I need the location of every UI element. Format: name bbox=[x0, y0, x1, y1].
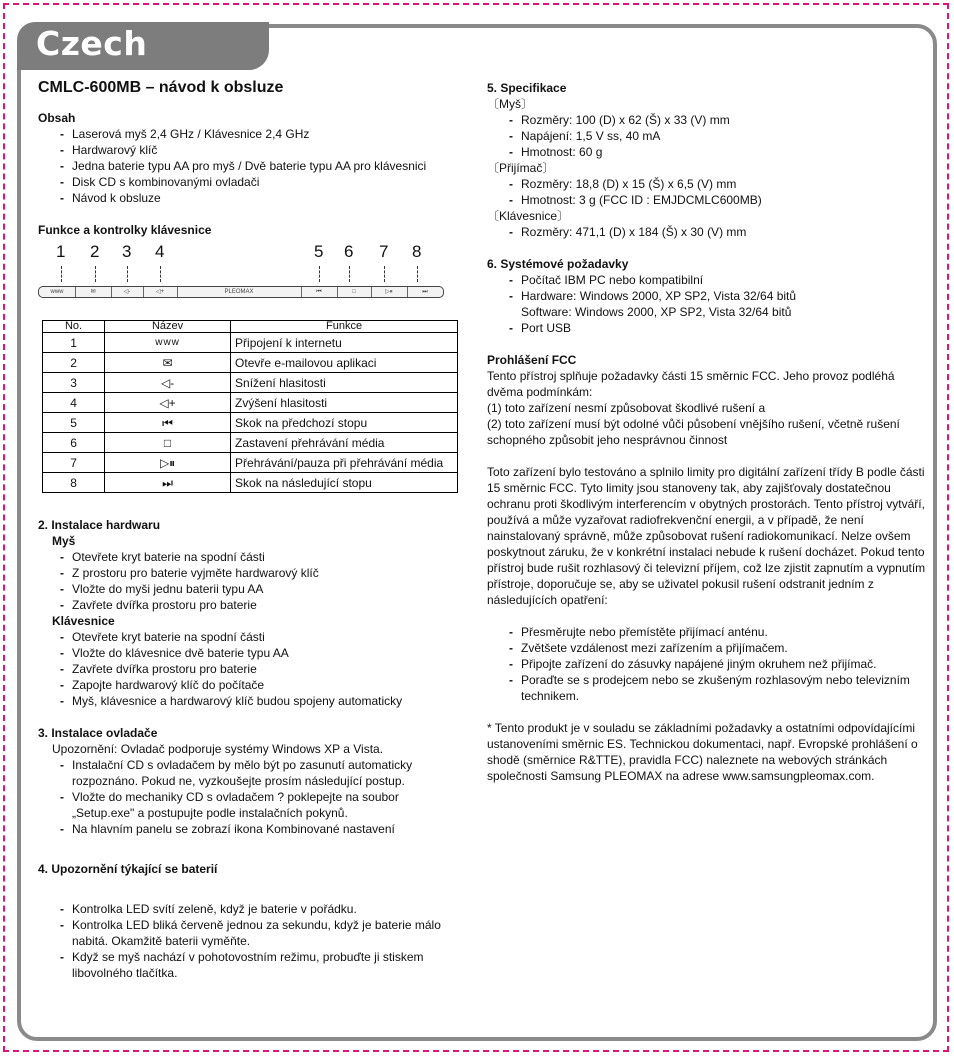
list-item: - Připojte zařízení do zásuvky napájené jiným okruhem než přijímač. bbox=[487, 656, 927, 672]
list-item: - Vložte do klávesnice dvě baterie typu AA bbox=[38, 645, 458, 661]
volume-up-icon: ◁+ bbox=[105, 393, 231, 413]
callout-line bbox=[349, 266, 350, 282]
keyboard-section-title: Funkce a kontrolky klávesnice bbox=[38, 223, 212, 237]
previous-track-icon: ⏮ bbox=[105, 413, 231, 433]
list-item: - Hardwarový klíč bbox=[38, 142, 458, 158]
system-section-title: 6. Systémové požadavky bbox=[487, 257, 629, 271]
play-pause-icon: ▷⏸ bbox=[105, 453, 231, 473]
system-requirements-list-2 bbox=[487, 320, 927, 336]
cell-function: Zvýšení hlasitosti bbox=[231, 393, 458, 413]
table-row bbox=[43, 373, 458, 393]
list-item: - Hardware: Windows 2000, XP SP2, Vista 32/64 bitů bbox=[487, 288, 927, 304]
list-item: - Rozměry: 18,8 (D) x 15 (Š) x 6,5 (V) mm bbox=[487, 176, 927, 192]
brand-label: PLEOMAX bbox=[177, 287, 302, 297]
callout-line bbox=[384, 266, 385, 282]
hotkey-next-icon: ⏭ bbox=[422, 289, 428, 295]
volume-down-icon: ◁- bbox=[105, 373, 231, 393]
callout-line bbox=[95, 266, 96, 282]
fcc-condition: (1) toto zařízení nesmí způsobovat škodlivé rušení a bbox=[487, 401, 766, 415]
callout-number: 6 bbox=[344, 242, 354, 261]
fcc-condition: (2) toto zařízení musí být odolné vůči působení vnějšího rušení, včetně rušení schopného způsobit jeho nesprávnou činnost bbox=[487, 417, 900, 447]
table-row bbox=[43, 333, 458, 353]
cell-no: 3 bbox=[43, 373, 105, 393]
cell-no: 8 bbox=[43, 473, 105, 493]
list-item: - Rozměry: 471,1 (D) x 184 (Š) x 30 (V) mm bbox=[487, 224, 927, 240]
cell-no: 4 bbox=[43, 393, 105, 413]
callout-line bbox=[61, 266, 62, 282]
list-item: - Počítač IBM PC nebo kompatibilní bbox=[487, 272, 927, 288]
driver-steps-list bbox=[38, 757, 458, 837]
contents-title: Obsah bbox=[38, 111, 76, 125]
contents-list bbox=[38, 126, 458, 206]
spec-mouse-label: 〔Myš〕 bbox=[487, 97, 533, 111]
callout-line bbox=[319, 266, 320, 282]
list-item: - Hmotnost: 3 g (FCC ID : EMJDCMLC600MB) bbox=[487, 192, 927, 208]
fcc-measures-list bbox=[487, 624, 927, 704]
list-item: - Rozměry: 100 (D) x 62 (Š) x 33 (V) mm bbox=[487, 112, 927, 128]
cell-function: Přehrávání/pauza při přehrávání média bbox=[231, 453, 458, 473]
fcc-section-title: Prohlášení FCC bbox=[487, 353, 577, 367]
hotkey-mail-icon: ✉ bbox=[75, 287, 112, 297]
fcc-paragraph: Tento přístroj splňuje požadavky části 15 směrnic FCC. Jeho provoz podléhá dvěma podmínkám: bbox=[487, 369, 895, 399]
list-item: - Hmotnost: 60 g bbox=[487, 144, 927, 160]
spec-mouse-list bbox=[487, 112, 927, 160]
cell-function: Zastavení přehrávání média bbox=[231, 433, 458, 453]
left-column bbox=[38, 80, 458, 981]
document-title: CMLC-600MB – návod k obsluze bbox=[38, 79, 284, 96]
callout-number: 4 bbox=[155, 242, 165, 261]
www-icon: www bbox=[105, 333, 231, 353]
list-item: - Zavřete dvířka prostoru pro baterie bbox=[38, 661, 458, 677]
system-requirements-list bbox=[487, 272, 927, 304]
driver-note: Upozornění: Ovladač podporuje systémy Windows XP a Vista. bbox=[52, 742, 384, 756]
table-row bbox=[43, 453, 458, 473]
callout-number: 5 bbox=[314, 242, 324, 261]
table-row bbox=[43, 353, 458, 373]
keyboard-callouts bbox=[38, 244, 458, 286]
keyboard-subtitle: Klávesnice bbox=[52, 614, 115, 628]
hotkey-www-icon: www bbox=[39, 287, 76, 297]
table-row bbox=[43, 473, 458, 493]
column-header: Funkce bbox=[231, 321, 458, 333]
list-item: - Zvětšete vzdálenost mezi zařízením a přijímačem. bbox=[487, 640, 927, 656]
list-item: - Jedna baterie typu AA pro myš / Dvě baterie typu AA pro klávesnici bbox=[38, 158, 458, 174]
list-item: - Poraďte se s prodejcem nebo se zkušeným rozhlasovým nebo televizním technikem. bbox=[487, 672, 927, 704]
column-header: No. bbox=[43, 321, 105, 333]
callout-number: 7 bbox=[379, 242, 389, 261]
list-item: - Disk CD s kombinovanými ovladači bbox=[38, 174, 458, 190]
spec-keyboard-label: 〔Klávesnice〕 bbox=[487, 209, 570, 223]
callout-line bbox=[417, 266, 418, 282]
next-track-icon: ⏭ bbox=[105, 473, 231, 493]
list-item: - Napájení: 1,5 V ss, 40 mA bbox=[487, 128, 927, 144]
table-row bbox=[43, 433, 458, 453]
callout-number: 8 bbox=[412, 242, 422, 261]
list-item: - Zapojte hardwarový klíč do počítače bbox=[38, 677, 458, 693]
keyboard-steps-list bbox=[38, 629, 458, 709]
list-item: - Vložte do myši jednu baterii typu AA bbox=[38, 581, 458, 597]
cell-no: 2 bbox=[43, 353, 105, 373]
callout-line bbox=[127, 266, 128, 282]
cell-function: Snížení hlasitosti bbox=[231, 373, 458, 393]
keyboard-hotkey-strip bbox=[38, 286, 444, 298]
list-item: - Zavřete dvířka prostoru pro baterie bbox=[38, 597, 458, 613]
callout-line bbox=[160, 266, 161, 282]
language-title: Czech bbox=[36, 24, 148, 63]
spec-section-title: 5. Specifikace bbox=[487, 81, 567, 95]
cell-function: Otevře e-mailovou aplikaci bbox=[231, 353, 458, 373]
driver-section-title: 3. Instalace ovladače bbox=[38, 726, 158, 740]
list-item: - Otevřete kryt baterie na spodní části bbox=[38, 549, 458, 565]
list-item: - Kontrolka LED bliká červeně jednou za sekundu, když je baterie málo nabitá. Okamžitě baterii vyměňte. bbox=[38, 917, 458, 949]
list-item: - Z prostoru pro baterie vyjměte hardwarový klíč bbox=[38, 565, 458, 581]
hotkey-stop-icon: □ bbox=[337, 287, 372, 297]
callout-number: 1 bbox=[56, 242, 66, 261]
list-item: - Přesměrujte nebo přemístěte přijímací anténu. bbox=[487, 624, 927, 640]
table-row bbox=[43, 413, 458, 433]
list-item: - Otevřete kryt baterie na spodní části bbox=[38, 629, 458, 645]
list-item: - Když se myš nachází v pohotovostním režimu, probuďte ji stiskem libovolného tlačítka. bbox=[38, 949, 458, 981]
software-requirement: Software: Windows 2000, XP SP2, Vista 32/64 bitů bbox=[521, 305, 792, 319]
hotkey-play-pause-icon: ▷⏸ bbox=[371, 287, 408, 297]
stop-icon: □ bbox=[105, 433, 231, 453]
list-item: - Port USB bbox=[487, 320, 927, 336]
list-item: - Vložte do mechaniky CD s ovladačem ? poklepejte na soubor „Setup.exe" a postupujte podle instalačních pokynů. bbox=[38, 789, 458, 821]
hotkey-previous-icon: ⏮ bbox=[301, 287, 338, 297]
list-item: - Laserová myš 2,4 GHz / Klávesnice 2,4 GHz bbox=[38, 126, 458, 142]
callout-number: 3 bbox=[122, 242, 132, 261]
hotkey-volume-down-icon: ◁- bbox=[111, 287, 144, 297]
list-item: - Návod k obsluze bbox=[38, 190, 458, 206]
battery-section-title: 4. Upozornění týkající se baterií bbox=[38, 862, 218, 876]
spec-receiver-list bbox=[487, 176, 927, 208]
hardware-section-title: 2. Instalace hardwaru bbox=[38, 518, 161, 532]
table-row bbox=[43, 393, 458, 413]
battery-notes-list bbox=[38, 901, 458, 981]
fcc-paragraph: Toto zařízení bylo testováno a splnilo limity pro digitální zařízení třídy B podle části 15 směrnic FCC. Tyto limity jsou stanoveny tak, aby zajišťovaly dostatečnou ochranu proti škodlivým interferencím v obytných prostorách. Tento přístroj vytváří, používá a může vyzařovat radiofrekvenční energii, a v případě, že není nainstalovaný správně, může způsobovat rušení radiokomunikací. Nelze ovšem poskytnout záruku, že v konkrétní instalaci nebude k rušení docházet. Pokud tento přístroj bude rušit rozhlasový či televizní příjem, což lze zjistit zapnutím a vypnutím přístroje, doporučuje se, aby se uživatel pokusil rušení odstranit jedním z následujících opatření: bbox=[487, 465, 926, 607]
list-item: - Kontrolka LED svítí zeleně, když je baterie v pořádku. bbox=[38, 901, 458, 917]
cell-no: 1 bbox=[43, 333, 105, 353]
cell-function: Skok na předchozí stopu bbox=[231, 413, 458, 433]
list-item: - Na hlavním panelu se zobrazí ikona Kombinované nastavení bbox=[38, 821, 458, 837]
spec-receiver-label: 〔Přijímač〕 bbox=[487, 161, 555, 175]
footnote: * Tento produkt je v souladu se základními požadavky a ostatními odpovídajícími ustanoveními směrnic ES. Technickou dokumentaci, např. Evropské prohlášení o shodě (směrnice R&TTE), pravidla FCC) naleznete na webových stránkách společnosti Samsung PLEOMAX na adrese www.samsungpleomax.com. bbox=[487, 721, 918, 783]
callout-number: 2 bbox=[90, 242, 100, 261]
list-item: - Myš, klávesnice a hardwarový klíč budou spojeny automaticky bbox=[38, 693, 458, 709]
cell-no: 5 bbox=[43, 413, 105, 433]
column-header: Název bbox=[105, 321, 231, 333]
function-table bbox=[42, 320, 458, 493]
table-header-row bbox=[43, 321, 458, 333]
hotkey-volume-up-icon: ◁+ bbox=[143, 287, 178, 297]
cell-function: Skok na následující stopu bbox=[231, 473, 458, 493]
mouse-subtitle: Myš bbox=[52, 534, 76, 548]
cell-no: 7 bbox=[43, 453, 105, 473]
cell-no: 6 bbox=[43, 433, 105, 453]
cell-function: Připojení k internetu bbox=[231, 333, 458, 353]
list-item: - Instalační CD s ovladačem by mělo být po zasunutí automaticky rozpoznáno. Pokud ne, vyzkoušejte prosím následující postup. bbox=[38, 757, 458, 789]
mail-icon: ✉ bbox=[105, 353, 231, 373]
mouse-steps-list bbox=[38, 549, 458, 613]
spec-keyboard-list bbox=[487, 224, 927, 240]
right-column bbox=[487, 80, 927, 784]
